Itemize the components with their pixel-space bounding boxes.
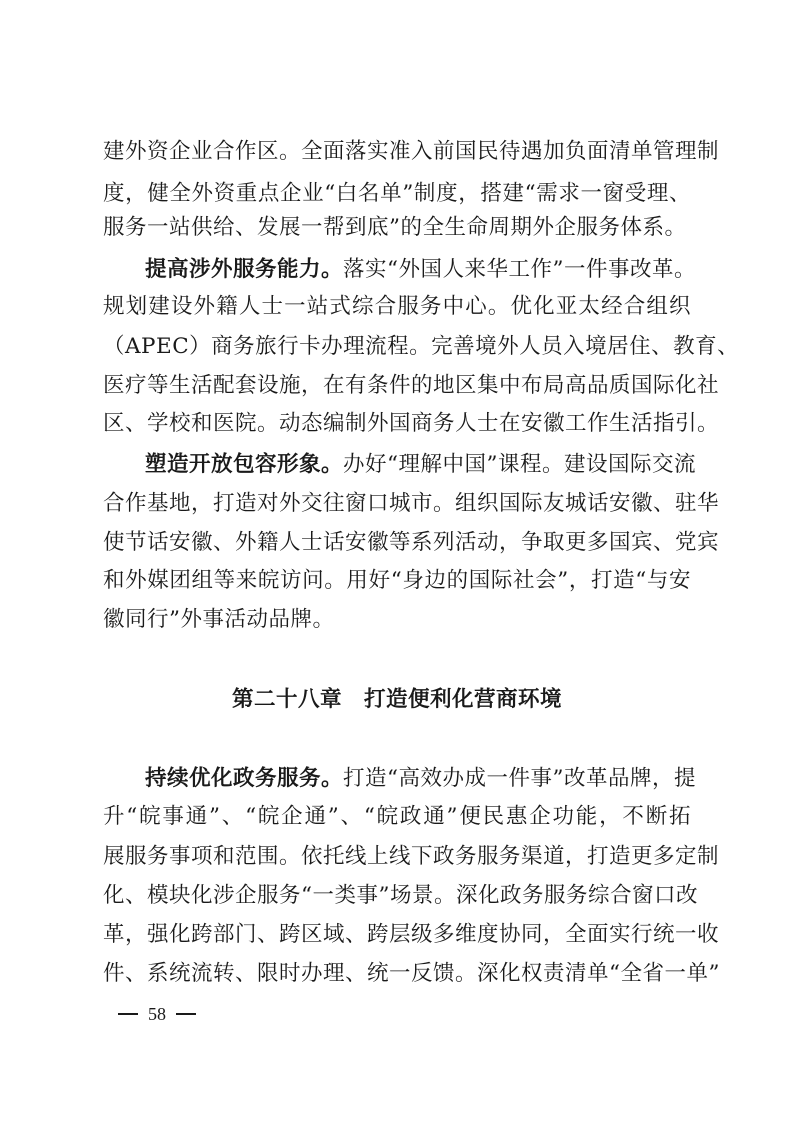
- text-line: 建外资企业合作区。全面落实准入前国民待遇加负面清单管理制: [103, 139, 720, 164]
- paragraph-first-line: [145, 762, 697, 796]
- text-span: 打造“高效办成一件事”改革品牌，提: [343, 766, 697, 791]
- dash-left: [118, 1013, 138, 1015]
- text-line: 徽同行”外事活动品牌。: [103, 607, 335, 632]
- text-line: 区、学校和医院。动态编制外国商务人士在安徽工作生活指引。: [103, 411, 720, 436]
- paragraph-heading: 提高涉外服务能力。: [145, 257, 344, 282]
- chapter-title: 第二十八章 打造便利化营商环境: [231, 687, 562, 712]
- text-line: 度，健全外资重点企业“白名单”制度，搭建“需求一窗受理、: [103, 181, 691, 206]
- text-line: 革，强化跨部门、跨区域、跨层级多维度协同，全面实行统一收: [103, 922, 720, 947]
- dash-right: [176, 1013, 196, 1015]
- text-line: 化、模块化涉企服务“一类事”场景。深化政务服务综合窗口改: [103, 883, 698, 908]
- paragraph-heading: 持续优化政务服务。: [145, 766, 344, 791]
- text-line: 服务一站供给、发展一帮到底”的全生命周期外企服务体系。: [103, 215, 687, 240]
- text-span: 落实“外国人来华工作”一件事改革。: [343, 257, 697, 282]
- text-line: 升“皖事通”、“皖企通”、“皖政通”便民惠企功能，不断拓: [103, 804, 691, 829]
- text-line: 医疗等生活配套设施，在有条件的地区集中布局高品质国际化社: [103, 373, 720, 398]
- paragraph-heading: 塑造开放包容形象。: [145, 452, 344, 477]
- text-line: 合作基地，打造对外交往窗口城市。组织国际友城话安徽、驻华: [103, 491, 720, 516]
- text-line: 规划建设外籍人士一站式综合服务中心。优化亚太经合组织: [103, 294, 691, 319]
- paragraph-first-line: [145, 253, 697, 287]
- paragraph-first-line: [145, 448, 697, 482]
- text-line: 和外媒团组等来皖访问。用好“身边的国际社会”，打造“与安: [103, 568, 691, 593]
- text-line: 展服务事项和范围。依托线上线下政务服务渠道，打造更多定制: [103, 844, 720, 869]
- page-number: 58: [148, 1004, 166, 1024]
- page-number-footer: [118, 1000, 196, 1028]
- text-line: （APEC）商务旅行卡办理流程。完善境外人员入境居住、教育、: [103, 334, 740, 359]
- text-line: 使节话安徽、外籍人士话安徽等系列活动，争取更多国宾、党宾: [103, 530, 720, 555]
- text-line: 件、系统流转、限时办理、统一反馈。深化权责清单“全省一单”: [103, 961, 720, 986]
- text-span: 办好“理解中国”课程。建设国际交流: [343, 452, 697, 477]
